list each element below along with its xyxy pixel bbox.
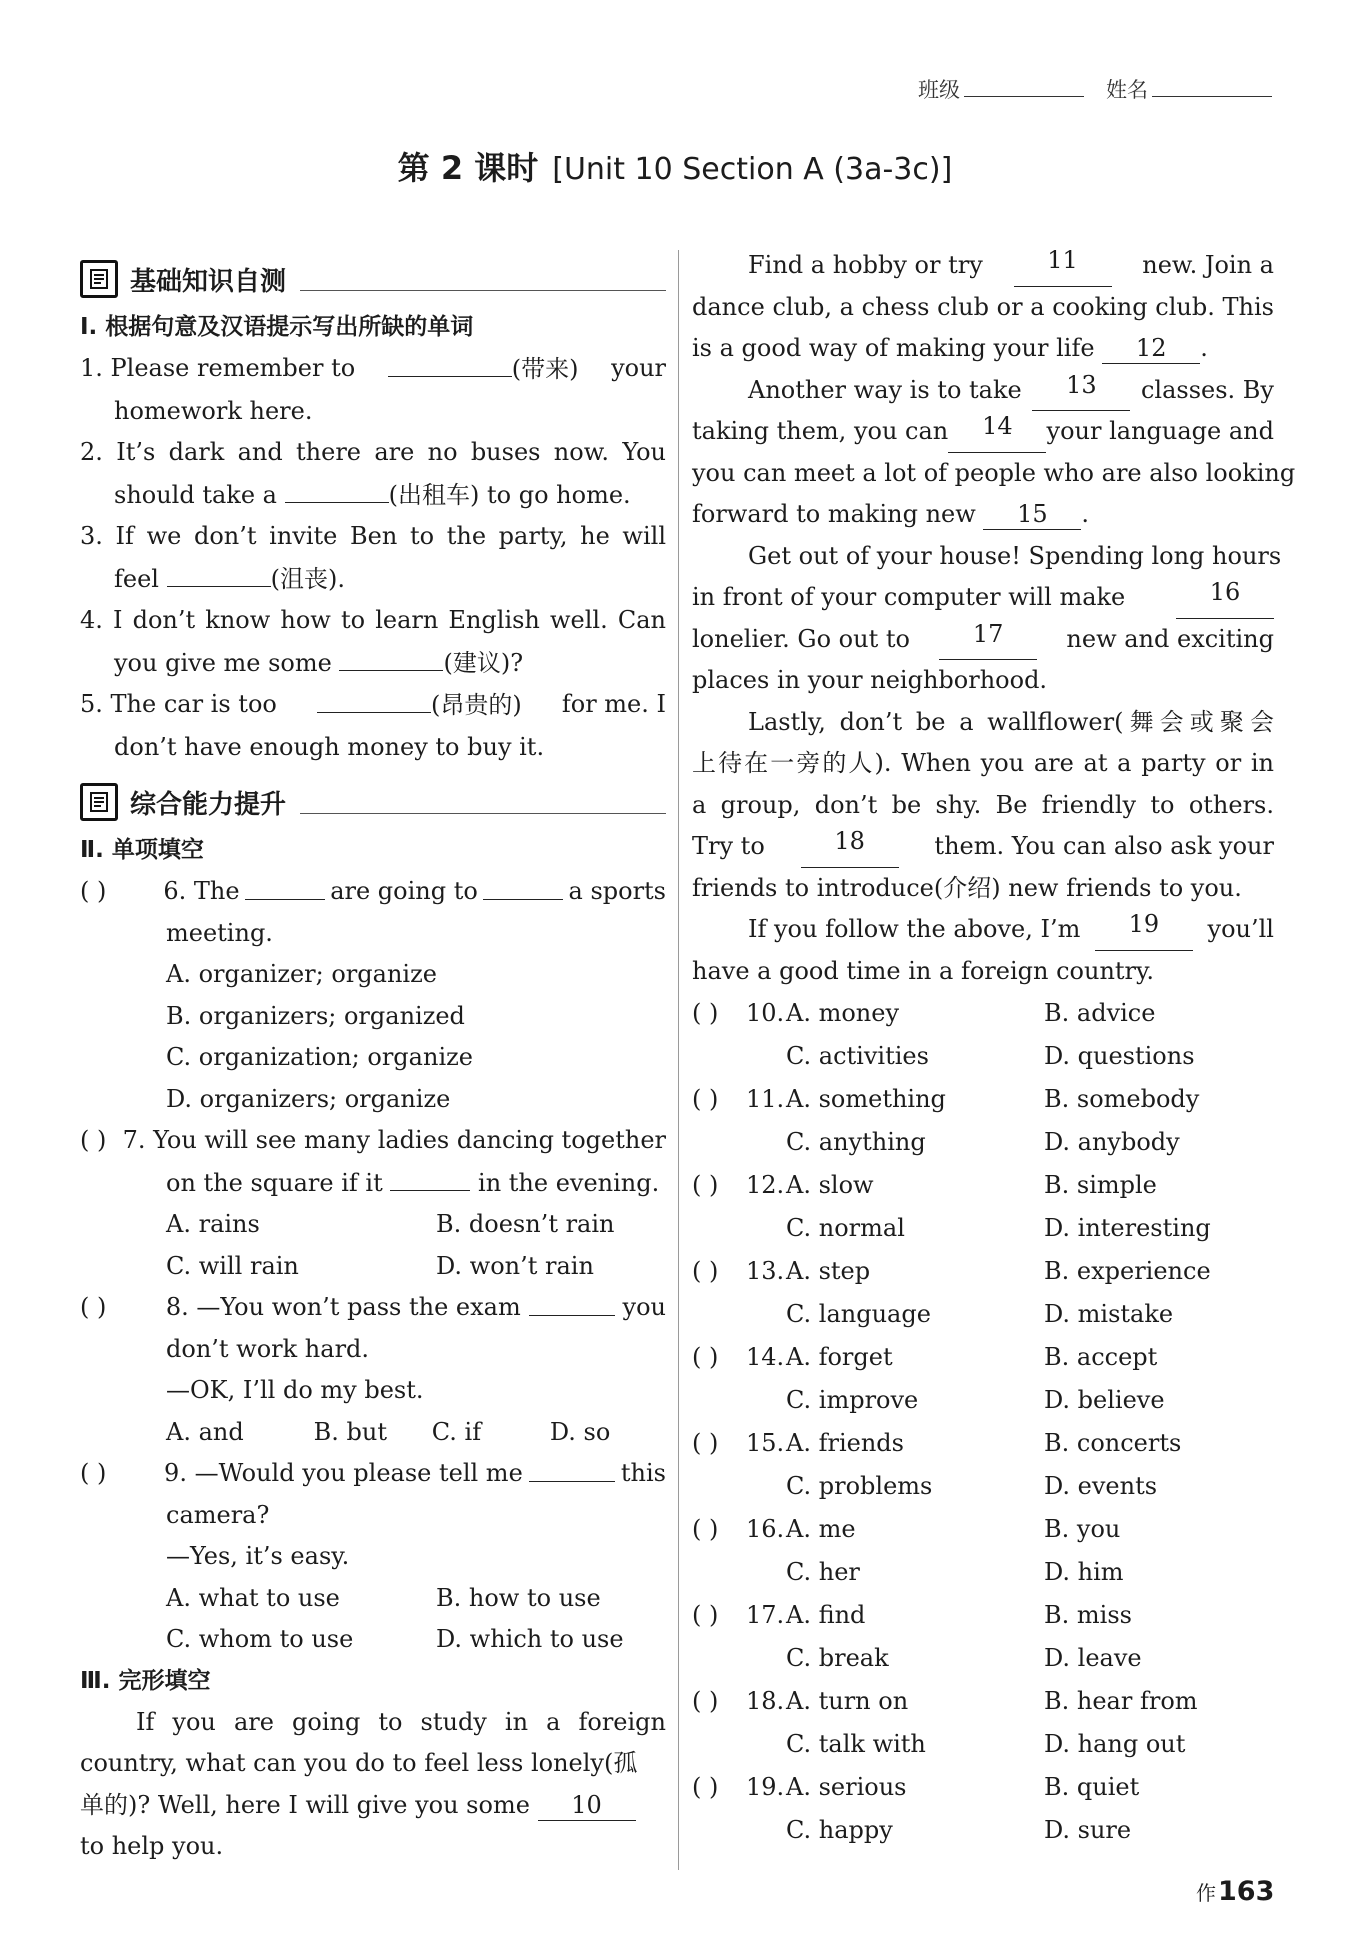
option: D. leave [1044, 1644, 1142, 1672]
option: B. hear from [1044, 1687, 1198, 1715]
cloze-question [692, 1078, 1274, 1121]
cloze-blank-18[interactable]: 18 [801, 826, 899, 868]
cloze-blank-11[interactable]: 11 [1014, 245, 1112, 287]
answer-blank[interactable] [245, 871, 325, 900]
question-6: ( ) 6. The are going to a sports [80, 871, 666, 913]
cloze-question-cont [692, 1465, 1274, 1508]
option: A. slow [786, 1171, 874, 1199]
option: A. friends [786, 1429, 904, 1457]
option: D. events [1044, 1472, 1158, 1500]
option: D. organizers; organize [166, 1084, 451, 1113]
passage-line: is a good way of making your life 12 . [692, 334, 1208, 362]
section-header-basics [80, 251, 666, 307]
question-number: 19. [746, 1773, 785, 1801]
cloze-question-cont [692, 1035, 1274, 1078]
answer-paren[interactable]: ( ) [80, 1126, 107, 1154]
passage-line: Try to 18 them. You can also ask your [692, 826, 1274, 868]
cloze-question [692, 1422, 1274, 1465]
option: C. problems [786, 1472, 933, 1500]
option: B. simple [1044, 1171, 1157, 1199]
answer-paren[interactable]: ( ) [692, 1601, 719, 1629]
question-number: 15. [746, 1429, 785, 1457]
option: B. but [313, 1417, 387, 1446]
cloze-question [692, 1250, 1274, 1293]
cloze-question [692, 992, 1274, 1035]
option: B. how to use [436, 1583, 601, 1612]
option: D. interesting [1044, 1214, 1211, 1242]
student-info-fields [918, 74, 1272, 104]
answer-blank[interactable] [317, 684, 431, 713]
passage-line: If you are going to study in a foreign [136, 1707, 666, 1736]
passage-line: Find a hobby or try 11 new. Join a [692, 245, 1274, 287]
cloze-blank-10[interactable]: 10 [538, 1790, 636, 1821]
answer-paren[interactable]: ( ) [692, 1773, 719, 1801]
lesson-title: 第 2 课时 [397, 149, 539, 187]
answer-paren[interactable]: ( ) [692, 1515, 719, 1543]
cloze-blank-14[interactable]: 14 [948, 411, 1046, 453]
passage-line: country, what can you do to feel less lonely(孤 [80, 1749, 638, 1777]
option: C. if [431, 1417, 482, 1446]
option: C. break [786, 1644, 889, 1672]
passage-line: forward to making new 15 . [692, 500, 1090, 528]
option: B. somebody [1044, 1085, 1200, 1113]
option: A. rains [166, 1210, 260, 1238]
question-7: ( ) 7. You will see many ladies dancing together [80, 1120, 666, 1162]
class-label: 班级 [918, 78, 960, 102]
option: A. serious [786, 1773, 907, 1801]
cloze-blank-12[interactable]: 12 [1102, 333, 1200, 364]
section-title: 综合能力提升 [130, 789, 287, 820]
option: C. normal [786, 1214, 905, 1242]
cloze-question [692, 1680, 1274, 1723]
question-number: 13. [746, 1257, 785, 1285]
column-divider [678, 250, 679, 1870]
option: B. concerts [1044, 1429, 1182, 1457]
passage-line: Get out of your house! Spending long hours [748, 541, 1282, 570]
option: A. me [786, 1515, 856, 1543]
cloze-question-cont [692, 1551, 1274, 1594]
question-number: 11. [746, 1085, 785, 1113]
left-column: 基础知识自测 Ⅰ. 根据句意及汉语提示写出所缺的单词 1. Please remember to (带来) your homework here. 2. It’s dark and there are no buses now. You should take a (出租车) to go home. 3. If we don’t invite Ben to the party, he will feel (沮丧). 4. I don’t know how to learn English well. Can you give me some (建议)? 5. The car is too (昂贵的) for me. I don’t have enough money to buy it. 综合能力提升 Ⅱ. 单项填空 ( ) 6. The are going to a sports meeting. A. organizer; organize B. organizers; organized C. organization; organize D. organizers; organize ( ) 7. You will see many ladies dancing together on the square if it in the evening. A. rains B. doesn’t rain C. will rain D. won’t rain ( ) 8. —You won’t pass the exam you don’t work hard. —OK, I’ll do my best. A. and B. but C. if D. so ( ) 9. —Would you please tell me this camera? —Yes, it’s easy. A. what to use B. how to use C. whom to use D. which to use Ⅲ. 完形填空 If you are going to study in a foreign country, what can you do to feel less lonely(孤 单的)? Well, here I will give you some 10 to help you. [80, 245, 666, 1868]
cloze-question-cont [692, 1293, 1274, 1336]
cloze-blank-13[interactable]: 13 [1032, 370, 1130, 412]
cloze-options [692, 992, 1274, 1852]
unit-title: [Unit 10 Section A (3a-3c)] [552, 152, 953, 187]
answer-paren[interactable]: ( ) [692, 1343, 719, 1371]
option: A. organizer; organize [166, 960, 437, 988]
page-number: 作163 [1196, 1876, 1275, 1907]
passage-line: a group, don’t be shy. Be friendly to others. [692, 790, 1274, 819]
passage-line: Lastly, don’t be a wallflower(舞会或聚会 [748, 707, 1274, 736]
cloze-question [692, 1336, 1274, 1379]
option: B. doesn’t rain [436, 1210, 615, 1238]
class-field[interactable] [964, 78, 1084, 97]
cloze-question-cont [692, 1723, 1274, 1766]
cloze-blank-16[interactable]: 16 [1176, 577, 1274, 619]
option: B. experience [1044, 1257, 1211, 1285]
option: D. which to use [436, 1625, 624, 1653]
option: A. find [786, 1601, 866, 1629]
option: C. language [786, 1300, 931, 1328]
option: C. talk with [786, 1730, 926, 1758]
passage-line: places in your neighborhood. [692, 666, 1048, 694]
passage-line: Another way is to take 13 classes. By [692, 370, 1274, 412]
fill-item: 2. It’s dark and there are no buses now. You [80, 438, 666, 466]
answer-paren[interactable]: ( ) [80, 1293, 107, 1321]
answer-blank[interactable] [529, 1287, 615, 1316]
section-header-ability [80, 774, 666, 830]
answer-paren[interactable]: ( ) [692, 1429, 719, 1457]
option: D. him [1044, 1558, 1124, 1586]
section-rule [300, 813, 666, 814]
option: A. step [786, 1257, 871, 1285]
answer-paren[interactable]: ( ) [80, 877, 107, 905]
option: D. questions [1044, 1042, 1195, 1070]
option: C. organization; organize [166, 1043, 473, 1071]
option: A. turn on [786, 1687, 909, 1715]
option: A. what to use [166, 1583, 340, 1612]
name-label: 姓名 [1106, 78, 1148, 102]
passage-line: to help you. [80, 1832, 224, 1860]
option: A. something [786, 1085, 946, 1113]
cloze-question-cont [692, 1207, 1274, 1250]
cloze-question [692, 1766, 1274, 1809]
notebook-icon [80, 260, 118, 298]
answer-paren[interactable]: ( ) [692, 1257, 719, 1285]
question-number: 10. [746, 999, 785, 1027]
answer-blank[interactable] [167, 558, 271, 587]
option: D. won’t rain [436, 1251, 594, 1280]
part-title: Ⅰ. 根据句意及汉语提示写出所缺的单词 [80, 314, 474, 340]
answer-paren[interactable]: ( ) [692, 999, 719, 1027]
option: D. mistake [1044, 1300, 1174, 1328]
answer-blank[interactable] [529, 1453, 615, 1482]
question-number: 12. [746, 1171, 785, 1199]
option: B. advice [1044, 999, 1156, 1027]
answer-blank[interactable] [483, 871, 563, 900]
answer-blank[interactable] [390, 1162, 470, 1191]
fill-item: 5. The car is too (昂贵的) for me. I [80, 684, 666, 727]
passage-line: you can meet a lot of people who are also looking [692, 458, 1296, 487]
option: C. will rain [166, 1251, 299, 1280]
fill-item: 4. I don’t know how to learn English well. Can [80, 606, 666, 634]
page-title [0, 143, 1350, 189]
answer-blank[interactable] [388, 348, 512, 377]
option: B. organizers; organized [166, 1001, 465, 1030]
cloze-question-cont [692, 1809, 1274, 1852]
answer-paren[interactable]: ( ) [692, 1085, 719, 1113]
answer-paren[interactable]: ( ) [80, 1459, 107, 1487]
passage-line: If you follow the above, I’m 19 you’ll [692, 909, 1274, 951]
option: B. quiet [1044, 1773, 1140, 1801]
option: B. miss [1044, 1601, 1132, 1629]
fill-item: 3. If we don’t invite Ben to the party, he will [80, 522, 666, 550]
passage-line: lonelier. Go out to 17 new and exciting [692, 619, 1274, 661]
option: B. you [1044, 1515, 1121, 1543]
option: D. so [549, 1417, 611, 1446]
question-number: 16. [746, 1515, 785, 1543]
passage-line: in front of your computer will make 16 [692, 577, 1274, 619]
option: A. money [786, 999, 900, 1027]
section-title: 基础知识自测 [130, 266, 287, 297]
option: C. whom to use [166, 1625, 354, 1653]
question-9: ( ) 9. —Would you please tell me this [80, 1453, 666, 1495]
cloze-question-cont [692, 1379, 1274, 1422]
question-8: ( ) 8. —You won’t pass the exam you [80, 1287, 666, 1329]
passage-line: friends to introduce(介绍) new friends to you. [692, 873, 1242, 902]
fill-item: 1. Please remember to (带来) your [80, 348, 666, 391]
option: C. her [786, 1558, 860, 1586]
answer-blank[interactable] [285, 474, 389, 503]
cloze-blank-17[interactable]: 17 [939, 619, 1037, 661]
answer-paren[interactable]: ( ) [692, 1687, 719, 1715]
section-rule [300, 290, 666, 291]
option: A. and [166, 1417, 244, 1446]
question-number: 18. [746, 1687, 785, 1715]
passage-line: dance club, a chess club or a cooking club. This [692, 292, 1274, 321]
answer-paren[interactable]: ( ) [692, 1171, 719, 1199]
cloze-question [692, 1508, 1274, 1551]
part-title: Ⅱ. 单项填空 [80, 837, 204, 863]
cloze-question-cont [692, 1637, 1274, 1680]
right-column [692, 245, 1296, 1852]
notebook-icon [80, 783, 118, 821]
part-title: Ⅲ. 完形填空 [80, 1667, 211, 1694]
answer-blank[interactable] [339, 642, 443, 671]
option: D. hang out [1044, 1730, 1186, 1758]
option: B. accept [1044, 1343, 1158, 1371]
name-field[interactable] [1152, 78, 1272, 97]
option: D. believe [1044, 1386, 1165, 1414]
passage-line: 上待在一旁的人). When you are at a party or in [692, 749, 1274, 777]
passage-line: have a good time in a foreign country. [692, 956, 1155, 985]
option: D. sure [1044, 1816, 1132, 1844]
cloze-blank-19[interactable]: 19 [1095, 909, 1193, 951]
question-number: 17. [746, 1601, 785, 1629]
option: C. anything [786, 1128, 926, 1156]
cloze-blank-15[interactable]: 15 [983, 499, 1081, 530]
cloze-question [692, 1594, 1274, 1637]
cloze-question-cont [692, 1121, 1274, 1164]
option: C. improve [786, 1386, 919, 1414]
option: C. happy [786, 1816, 893, 1844]
cloze-question [692, 1164, 1274, 1207]
passage-line: taking them, you can 14 your language and [692, 411, 1274, 453]
option: C. activities [786, 1042, 929, 1070]
question-number: 14. [746, 1343, 785, 1371]
passage-line: 单的)? Well, here I will give you some 10 [80, 1785, 666, 1827]
option: A. forget [786, 1343, 893, 1371]
option: D. anybody [1044, 1128, 1180, 1156]
